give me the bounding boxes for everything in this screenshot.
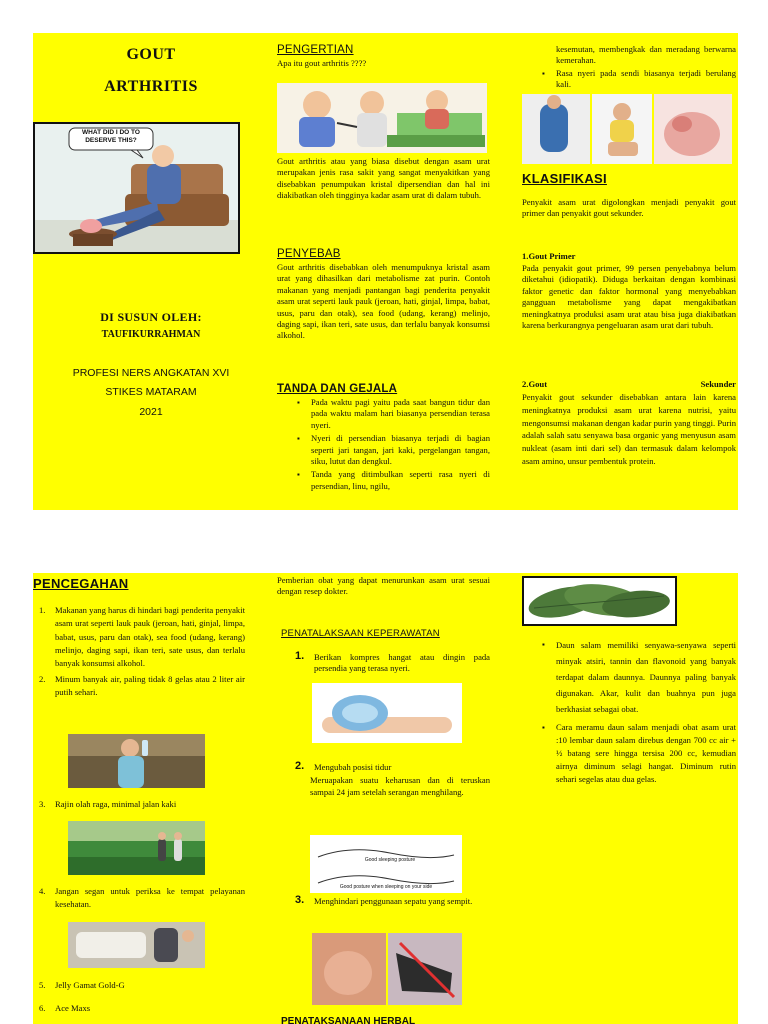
cover-cartoon-image — [33, 122, 240, 254]
herbal-item: ▪ Daun salam memiliki senyawa-senyawa seperti minyak atsiri, tannin dan flavonoid yang banyak terdapat dalam daunnya. Daunnya paling banyak digunakan. Akar, kulit dan buahnya pun juga berkhasiat sebagai obat. — [536, 637, 736, 717]
klasifikasi-heading: KLASIFIKASI — [522, 171, 607, 186]
definition-cartoon-image — [277, 83, 487, 153]
tanda-continuation: kesemutan, membengkak dan meradang berwarna kemerahan. — [556, 44, 736, 66]
sleeping-posture-image — [310, 835, 462, 893]
penyebab-heading: PENYEBAB — [277, 248, 341, 260]
symptom-photos — [522, 94, 732, 164]
pencegahan-list-3 — [33, 885, 245, 914]
publication-year: 2021 — [139, 406, 163, 418]
pencegahan-list-4 — [33, 980, 245, 1018]
gout-sekunder-word: Sekunder — [700, 379, 736, 389]
drinking-water-photo — [68, 734, 205, 788]
pencegahan-item: 3. Rajin olah raga, minimal jalan kaki — [39, 799, 177, 809]
brochure-inside-panel — [33, 573, 738, 1024]
pencegahan-item: 4. Jangan segan untuk periksa ke tempat pelayanan kesehatan. — [39, 886, 245, 909]
herbal-column — [522, 573, 736, 1024]
pencegahan-item: 5. Jelly Gamat Gold-G — [39, 980, 125, 990]
tanda-item: ▪ Tanda yang ditimbulkan seperti rasa nyeri di persendian, linu, ngilu, — [291, 469, 490, 492]
title-line-1: GOUT — [126, 46, 176, 63]
author-name: TAUFIKURRAHMAN — [101, 329, 201, 340]
tanda-heading: TANDA DAN GEJALA — [277, 383, 398, 395]
gout-sekunder-body: Penyakit gout sekunder disebabkan antara lain karena meningkatnya produksi asam urat karena nutrisi, yaitu mengonsumsi makanan dengan kadar purin yang tinggi. Purin adalah salah satu senyawa basa organic yang menyusun asam nukleat (asam inti dari sel) dan termasuk dalam kelompok asam amino, unsur pembentuk protein. — [522, 392, 736, 466]
tanda-list — [291, 397, 490, 494]
gout-sekunder-number: 2.Gout — [522, 379, 548, 389]
nursing-step-1: 1. Berikan kompres hangat atau dingin pada persendia yang terasa nyeri. — [295, 650, 490, 674]
prevention-column — [33, 573, 248, 1024]
tanda-item: ▪ Pada waktu pagi yaitu pada saat bangun tidur dan pada waktu malam hari biasanya persendian terasa nyeri. — [291, 397, 490, 431]
herbal-item: ▪ Cara meramu daun salam menjadi obat asam urat :10 lembar daun salam direbus dengan 700 cc air + ½ batang sere hingga tersisa 200 cc, kemudian airnya diminum selagi hangat. Diminum rutin sehari segelas atau dua gelas. — [536, 721, 736, 786]
pengertian-question: Apa itu gout arthritis ???? — [277, 58, 367, 68]
speech-bubble-text: WHAT DID I DO TO DESERVE THIS? — [82, 129, 140, 144]
pencegahan-item: 6. Ace Maxs — [39, 1003, 91, 1014]
pencegahan-list-2 — [33, 799, 245, 813]
tanda-item: ▪ Rasa nyeri pada sendi biasanya terjadi berulang kali. — [536, 68, 736, 91]
health-checkup-photo — [68, 922, 205, 968]
nursing-step-2: 2. Mengubah posisi tidur Meruapakan suatu keharusan dan di teruskan sampai 24 jam setelah serangan menghilang. — [295, 760, 490, 797]
shoe-photos — [312, 933, 462, 1005]
classification-column — [522, 33, 736, 510]
medication-text: Pemberian obat yang dapat menurunkan asam urat sesuai dengan resep dokter. — [277, 575, 490, 597]
klasifikasi-intro: Penyakit asam urat digolongkan menjadi penyakit gout primer dan penyakit gout sekunder. — [522, 197, 736, 219]
nursing-step-3: 3. Menghindari penggunaan sepatu yang sempit. — [295, 894, 473, 906]
nursing-care-column — [277, 573, 490, 1024]
pencegahan-item: 1. Makanan yang harus di hindari bagi penderita penyakit asam urat seperti lauk pauk (jeroan, hati, ginjal, limpa, babat, usus, paru dan otak), sea food (udang, kerang) melinjo, daging sapi, ikan teri, sate usus, dan terlalu banyak konsumsi alkohol. — [39, 605, 245, 669]
herbal-heading: PENATAKSANAAN HERBAL — [281, 1016, 416, 1024]
definition-column — [277, 33, 490, 510]
title-line-2: ARTHRITIS — [104, 78, 198, 95]
pengertian-body: Gout arthritis atau yang biasa disebut dengan asam urat merupakan jenis rasa sakit yang sangat menyakitkan yang disebabkan penumpukan kristal dipersendian dan hal ini diakibatkan oleh tingginya kadar asam urat di dalam tubuh. — [277, 156, 490, 201]
pencegahan-heading: PENCEGAHAN — [33, 576, 129, 591]
exercise-photo — [68, 821, 205, 875]
penatalaksaan-heading: PENATALAKSAAN KEPERAWATAN — [281, 628, 440, 639]
pengertian-heading: PENGERTIAN — [277, 44, 354, 56]
gout-primer-title: 1.Gout Primer — [522, 251, 576, 261]
pencegahan-list — [33, 604, 245, 702]
institution-line-2: STIKES MATARAM — [105, 386, 197, 398]
brochure-outside-panel — [33, 33, 738, 510]
cover-column — [33, 33, 269, 510]
institution-line-1: PROFESI NERS ANGKATAN XVI — [72, 367, 230, 379]
gout-primer-body: Pada penyakit gout primer, 99 persen penyebabnya belum diketahui (idiopatik). Diduga berkaitan dengan kombinasi faktor genetic dan faktor hormonal yang menyebabkan gangguan metabolisme yang dapat mengakibatkan meningkatnya produksi asam urat atau bisa juga diakibatkan karena berkurangnya pengeluaran asam urat dari tubuh. — [522, 263, 736, 331]
gout-sekunder-title — [522, 379, 736, 390]
bay-leaves-photo — [522, 576, 677, 626]
penyebab-body: Gout arthritis disebabkan oleh menumpuknya kristal asam urat yang dihasilkan dari metabolisme zat purin. Contoh makanan yang menjadi pantangan bagi penderita penyakit asam urat seperti lauk pauk (jeroan, hati, ginjal, limpa, babat, usus, paru dan otak), sea food (udang, kerang) melinjo, daging sapi, ikan teri, sate usus, dan terlalu banyak konsumsi alkohol. — [277, 262, 490, 341]
tanda-item: ▪ Nyeri di persendian biasanya terjadi di bagian seperti jari tangan, jari kaki, pergelangan tangan, siku, lutut dan dengkul. — [291, 433, 490, 467]
herbal-list — [536, 637, 736, 788]
posture-label-1: Good sleeping posture — [364, 857, 416, 863]
author-label: DI SUSUN OLEH: — [100, 310, 202, 324]
tanda-list-continued — [536, 68, 736, 93]
compress-photo — [312, 683, 462, 743]
pencegahan-item: 2. Minum banyak air, paling tidak 8 gelas atau 2 liter air putih sehari. — [39, 674, 245, 698]
posture-label-2: Good posture when sleeping on your side — [339, 884, 433, 890]
